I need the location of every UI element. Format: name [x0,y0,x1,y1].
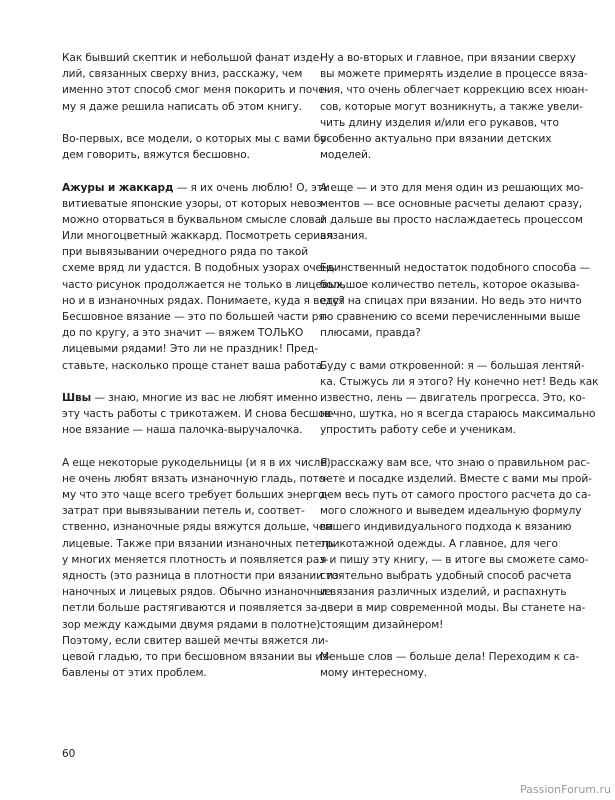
line-text: ядность (это разница в плотности при вязании из- [62,570,343,582]
text-line: Буду с вами откровенной: я — большая лентяй- [320,359,585,372]
line-text: наночных и лицевых рядов. Обычно изнаночные [62,586,332,599]
line-text: ставьте, насколько проще станет ваша работа. [62,359,326,372]
text-line: трикотажной одежды. А главное, для чего [320,537,558,550]
text-line [62,536,335,552]
text-line: моделей. [320,149,372,162]
page-number: 60 [62,748,76,760]
watermark: PassionForum.ru [520,783,611,796]
text-line [62,277,346,293]
text-line: стоящим дизайнером! [320,618,444,631]
line-text: у многих меняется плотность и появляется раз- [62,553,329,566]
line-text: А еще некоторые рукодельницы (и я в их числе) [62,456,331,469]
text-line: Ну а во-вторых и главное, при вязании сверху [320,52,576,64]
line-text: лицевые. Также при вязании изнаночных петель [62,537,335,550]
paragraph-gap [320,163,560,179]
line-text: часто рисунок продолжается не только в лицевых, [62,278,346,291]
text-line [62,131,331,147]
text-line [62,228,334,244]
right-column [320,50,599,681]
paragraph-gap [320,633,560,649]
text-line [62,50,323,66]
text-line: Единственный недостаток подобного способа — [320,262,591,275]
line-text: затрат при вывязывании петель и, соответ- [62,505,305,518]
line-text: можно оторваться в буквальном смысле слова! [62,213,326,226]
paragraph-gap [320,244,560,260]
text-line: вязания. [320,230,368,243]
text-line [62,260,335,276]
paragraph-gap [320,439,560,455]
text-line: Я расскажу вам все, что знаю о правильном рас- [320,456,590,469]
text-line: мого сложного и выведем идеальную формулу [320,505,582,518]
text-line [62,358,326,374]
text-line [62,341,318,357]
text-line: особенно актуально при вязании детских [320,132,552,145]
line-text: до по кругу, а это значит — вяжем ТОЛЬКО [62,327,304,340]
text-line [62,406,335,422]
text-line: известно, лень — двигатель прогресса. Это, ко- [320,391,586,404]
line-text: Бесшовное вязание — это по большей части ря- [62,311,329,323]
text-line: ка. Стыжусь ли я этого? Ну конечно нет! Ведь как [320,375,599,388]
line-text: — я их очень люблю! О, эти [173,181,330,194]
text-line [62,552,329,568]
paragraph-gap [62,439,302,455]
text-line: чете и посадке изделий. Вместе с вами мы прой- [320,472,592,485]
inline-heading: Швы [62,391,92,404]
text-line: сов, которые могут возникнуть, а также увели- [320,100,583,113]
text-line: стоятельно выбрать удобный способ расчета [320,570,572,582]
line-text: цевой гладью, то при бесшовном вязании вы из- [62,650,332,663]
text-line: ментов — все основные расчеты делают сразу, [320,197,583,210]
line-text: ственно, изнаночные ряды вяжутся дольше, чем [62,521,334,534]
line-text: бавлены от этих проблем. [62,667,207,680]
text-line [62,180,330,196]
line-text: лий, связанных сверху вниз, расскажу, чем [62,68,303,81]
line-text: Или многоцветный жаккард. Посмотреть сериал [62,230,334,243]
text-line [62,147,302,163]
line-text: му я даже решила написать об этом книгу. [62,100,303,113]
text-line [62,212,326,228]
text-line [62,649,332,665]
text-line [62,568,343,584]
line-text: эту часть работы с трикотажем. И снова бесшов- [62,408,335,421]
text-line: упростить работу себе и ученикам. [320,424,516,437]
line-text: лицевыми рядами! Это ли не праздник! Пред- [62,343,318,356]
text-line [62,422,302,438]
line-text: дем говорить, вяжутся бесшовно. [62,149,250,162]
text-line: ется на спицах при вязании. Но ведь это ничто [320,294,582,307]
text-line [62,503,305,519]
text-line [62,66,302,82]
text-line: и вязания различных изделий, и распахнуть [320,586,567,599]
text-line [62,617,324,633]
line-text: именно этот способ смог меня покорить и поче- [62,84,329,97]
text-line [62,455,331,471]
text-line: нечно, шутка, но я всегда стараюсь максимально [320,408,596,421]
text-line [62,519,334,535]
text-line: по сравнению со всеми перечисленными выше [320,311,581,323]
text-line: вашего индивидуального подхода к вязанию [320,521,572,534]
line-text: схеме вряд ли удастся. В подобных узорах очень [62,262,335,275]
paragraph-gap [62,374,302,390]
line-text: Как бывший скептик и небольшой фанат изде- [62,52,323,64]
paragraph-gap [62,163,302,179]
paragraph-gap [62,115,302,131]
line-text: — знаю, многие из вас не любят именно [91,391,318,404]
text-line [62,633,329,649]
text-line [62,600,321,616]
text-line: Меньше слов — больше дела! Переходим к са- [320,650,580,663]
text-line [62,665,302,681]
text-line: плюсами, правда? [320,327,421,340]
text-line [62,584,332,600]
text-line: дем весь путь от самого простого расчета до са- [320,489,592,502]
text-line: и дальше вы просто наслаждаетесь процессом [320,213,583,226]
text-line: вы можете примерять изделие в процессе вяза- [320,68,588,81]
text-line: А еще — и это для меня один из решающих мо- [320,181,584,194]
text-line [62,487,329,503]
text-line [62,390,318,406]
line-text: витиеватые японские узоры, от которых невоз- [62,197,326,210]
text-line [62,99,302,115]
text-line: ния, что очень облегчает коррекцию всех нюан- [320,84,589,97]
text-line [62,293,345,309]
line-text: Поэтому, если свитер вашей мечты вяжется ли- [62,634,329,647]
text-line: мому интересному. [320,667,428,680]
line-text: но и в изнаночных рядах. Понимаете, куда я веду? [62,294,345,307]
text-line: двери в мир современной моды. Вы станете на- [320,602,586,615]
paragraph-gap [320,341,560,357]
text-line [62,82,329,98]
text-line [62,244,309,260]
line-text: зор между каждыми двумя рядами в полотне). [62,618,324,631]
line-text: петли больше растягиваются и появляется за- [62,602,321,615]
text-line [62,196,326,212]
line-text: при вывязывании очередного ряда по такой [62,246,309,259]
text-line [62,309,329,325]
line-text: му что это чаще всего требует больших энерго- [62,489,329,502]
text-line: чить длину изделия и/или его рукавов, что [320,116,559,129]
line-text: Во-первых, все модели, о которых мы с вами бу- [62,132,331,145]
text-line: я и пишу эту книгу, — в итоге вы сможете само- [320,553,589,566]
text-line [62,325,302,341]
text-line [62,471,329,487]
line-text: не очень любят вязать изнаночную гладь, пото- [62,472,329,485]
inline-heading: Ажуры и жаккард [62,181,174,194]
line-text: ное вязание — наша палочка-выручалочка. [62,424,303,437]
text-line: большое количество петель, которое оказыва- [320,278,580,291]
